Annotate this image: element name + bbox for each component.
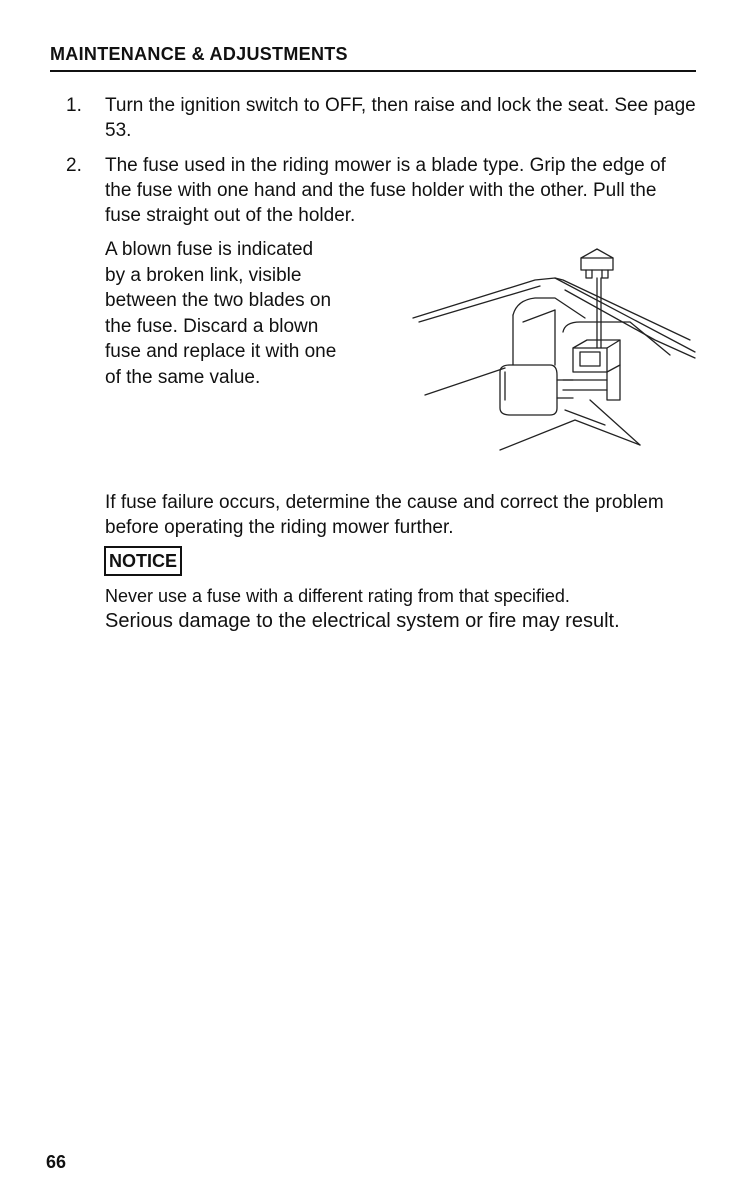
notice-line: Never use a fuse with a different rating from that specified.: [105, 586, 570, 606]
text-line: of the same value.: [105, 366, 261, 388]
section-title: MAINTENANCE & ADJUSTMENTS: [50, 44, 348, 64]
text-line: fuse and replace it with one: [105, 341, 337, 362]
notice-text: [105, 584, 705, 634]
text-line: between the two blades on: [105, 290, 332, 311]
step-text: Turn the ignition switch to OFF, then raise and lock the seat. See page 53.: [105, 95, 696, 141]
fuse-holder-illustration: [405, 240, 700, 455]
step-number: 1.: [66, 95, 82, 116]
step-text: The fuse used in the riding mower is a blade type. Grip the edge of the fuse with one hand and the fuse holder with the other. Pull the fuse straight out of the holder.: [105, 155, 666, 226]
hand-grip: [500, 365, 573, 415]
text-line: the fuse. Discard a blown: [105, 315, 319, 337]
fuse-illustration-svg: [405, 240, 700, 455]
text-line: A blown fuse is indicated: [105, 239, 314, 260]
mower-body-lines: [413, 278, 695, 450]
notice-line: Serious damage to the electrical system or fire may result.: [105, 610, 620, 632]
blade-fuse-icon: [581, 249, 613, 348]
blown-fuse-description: [105, 237, 395, 390]
text-line: by a broken link, visible: [105, 264, 302, 286]
fuse-holder: [563, 340, 620, 400]
page-number: 66: [46, 1152, 67, 1172]
fuse-failure-paragraph: If fuse failure occurs, determine the cause and correct the problem before operating the riding mower further.: [105, 492, 664, 538]
notice-label: NOTICE: [104, 546, 182, 576]
section-header: [50, 44, 696, 72]
step-number: 2.: [66, 155, 82, 176]
